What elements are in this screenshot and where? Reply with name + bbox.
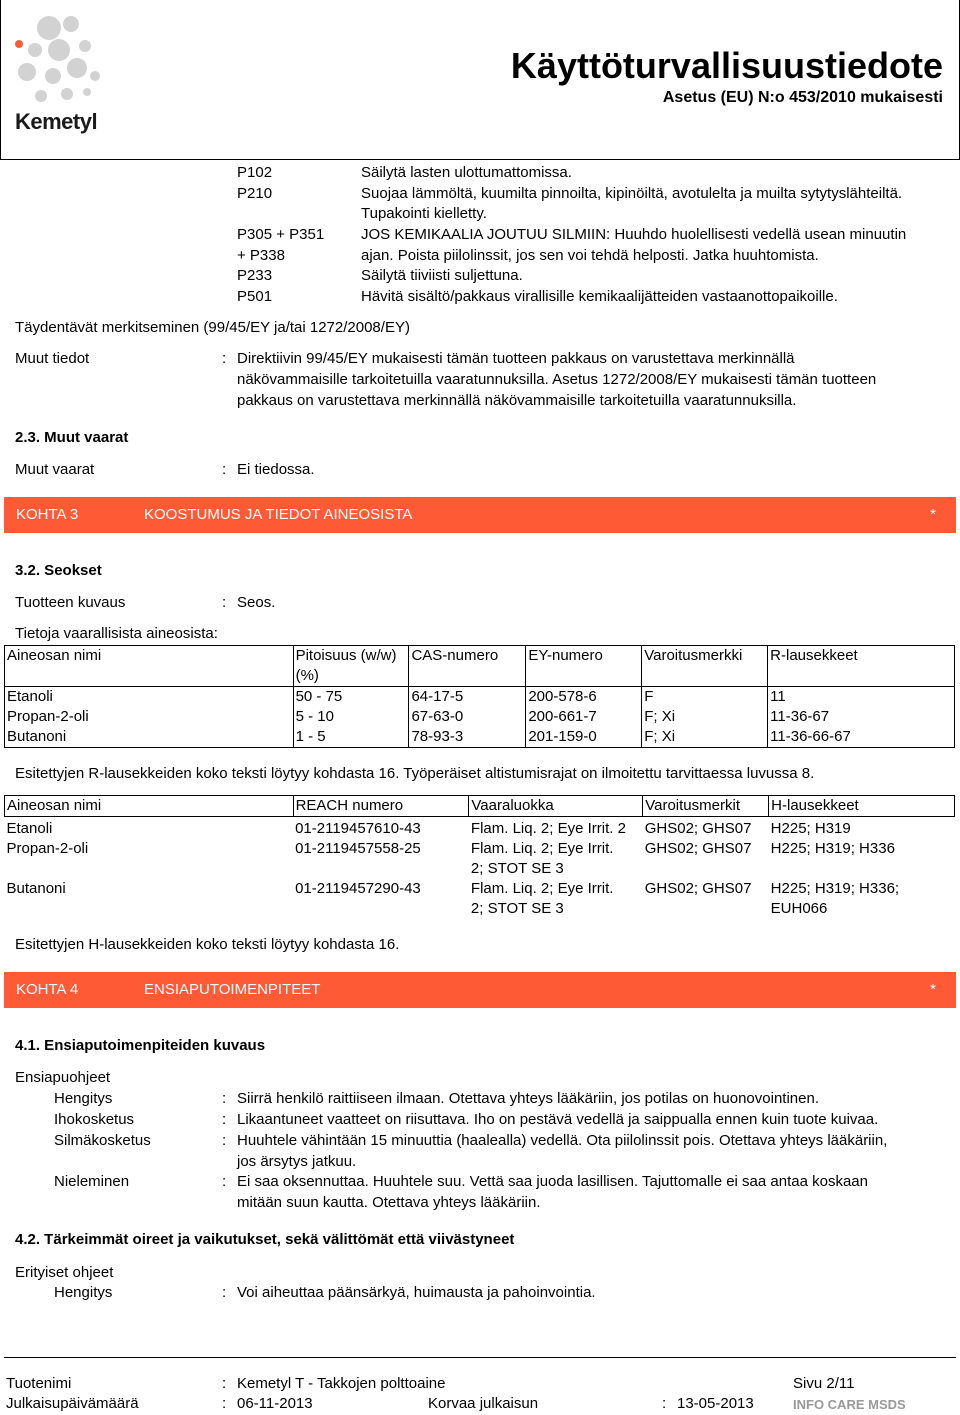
table-cell: Etanoli bbox=[6, 819, 53, 837]
special-item-label: Hengitys bbox=[54, 1284, 113, 1301]
first-aid-item-text: Siirrä henkilö raittiiseen ilmaan. Otettava yhteys lääkäriin, jos potilas on huonovointinen. bbox=[237, 1090, 819, 1107]
table-row bbox=[5, 859, 955, 879]
footer-divider bbox=[4, 1357, 956, 1358]
table-cell: 5 - 10 bbox=[293, 707, 409, 727]
precaution-text: ajan. Poista piilolinssit, jos sen voi tehdä helposti. Jatka huuhtomista. bbox=[361, 247, 819, 264]
table-row bbox=[5, 879, 955, 899]
section-4-1-heading: 4.1. Ensiaputoimenpiteiden kuvaus bbox=[15, 1037, 266, 1054]
first-aid-item-text: Likaantuneet vaatteet on riisuttava. Iho on pestävä vedellä ja saippualla ennen kuin tuote kuivaa. bbox=[237, 1111, 879, 1128]
colon: : bbox=[222, 1375, 227, 1392]
table-cell bbox=[293, 899, 469, 919]
hazard-info-heading: Tietoja vaarallisista aineosista: bbox=[15, 625, 218, 642]
precaution-code: P501 bbox=[237, 288, 273, 305]
colon: : bbox=[222, 350, 227, 367]
table-cell: 1 - 5 bbox=[293, 727, 409, 748]
first-aid-item-label: Silmäkosketus bbox=[54, 1132, 151, 1149]
table-cell: GHS02; GHS07 bbox=[644, 879, 752, 897]
precaution-code: P305 + P351 bbox=[237, 226, 325, 243]
reach-table bbox=[4, 795, 955, 919]
table-cell: Etanoli bbox=[5, 687, 294, 708]
muut-tiedot-label: Muut tiedot bbox=[15, 350, 90, 367]
precaution-code: + P338 bbox=[237, 247, 285, 264]
colon: : bbox=[222, 1284, 227, 1301]
table-cell: EUH066 bbox=[770, 899, 828, 917]
column-header: Aineosan nimi bbox=[5, 796, 294, 817]
document-title: Käyttöturvallisuustiedote bbox=[510, 45, 943, 86]
footer-brand: INFO CARE MSDS bbox=[793, 1397, 906, 1412]
column-header: Vaaraluokka bbox=[469, 796, 643, 817]
table-cell: 2; STOT SE 3 bbox=[470, 899, 564, 917]
precaution-text: Säilytä lasten ulottumattomissa. bbox=[361, 164, 572, 181]
first-aid-item-label: Nieleminen bbox=[54, 1173, 130, 1190]
precaution-text: Hävitä sisältö/pakkaus virallisille kemikaalijätteiden vastaanottopaikoille. bbox=[361, 288, 838, 305]
table-cell: 11-36-66-67 bbox=[768, 727, 955, 748]
first-aid-label: Ensiapuohjeet bbox=[15, 1069, 111, 1086]
table-row bbox=[5, 687, 955, 708]
table-cell: Flam. Liq. 2; Eye Irrit. bbox=[470, 879, 614, 897]
logo-text: Kemetyl bbox=[15, 109, 98, 134]
table-cell: Butanoni bbox=[5, 727, 294, 748]
column-header: R-lausekkeet bbox=[768, 646, 955, 687]
section-3-bar bbox=[4, 497, 956, 533]
footer-revision-value: 13-05-2013 bbox=[677, 1395, 754, 1412]
first-aid-item-text: mitään suun kautta. Otettava yhteys lääkäriin. bbox=[237, 1194, 541, 1211]
section-3-2-heading: 3.2. Seokset bbox=[15, 562, 102, 579]
footer-revision-label: Korvaa julkaisun bbox=[428, 1395, 539, 1412]
section-title: KOOSTUMUS JA TIEDOT AINEOSISTA bbox=[144, 506, 413, 523]
r-phrases-note: Esitettyjen R-lausekkeiden koko teksti löytyy kohdasta 16. Työperäiset altistumisrajat on ilmoitettu tarvittaessa luvussa 8. bbox=[15, 765, 815, 782]
table-cell: GHS02; GHS07 bbox=[644, 819, 752, 837]
footer-page: Sivu 2/11 bbox=[793, 1375, 855, 1392]
table-cell: 01-2119457610-43 bbox=[295, 819, 421, 837]
table-cell: F; Xi bbox=[642, 707, 768, 727]
column-header: Aineosan nimi bbox=[5, 646, 294, 687]
table-cell: H225; H319; H336 bbox=[770, 839, 895, 857]
column-header: CAS-numero bbox=[409, 646, 526, 687]
table-header-row bbox=[5, 796, 955, 817]
table-cell: 01-2119457290-43 bbox=[295, 879, 421, 897]
special-instructions-label: Erityiset ohjeet bbox=[15, 1264, 114, 1281]
product-desc-value: Seos. bbox=[237, 594, 276, 611]
table-cell bbox=[5, 859, 294, 879]
column-header: Varoitusmerkit bbox=[643, 796, 769, 817]
footer-date-value: 06-11-2013 bbox=[237, 1395, 313, 1412]
table-cell: 11 bbox=[768, 687, 955, 708]
table-row bbox=[5, 819, 955, 839]
table-cell: 201-159-0 bbox=[526, 727, 642, 748]
colon: : bbox=[222, 1090, 227, 1107]
colon: : bbox=[222, 1111, 227, 1128]
footer-product-value: Kemetyl T - Takkojen polttoaine bbox=[237, 1375, 446, 1392]
precaution-text: Suojaa lämmöltä, kuumilta pinnoilta, kipinöiltä, avotulelta ja muilta sytytyslähteiltä. bbox=[361, 185, 903, 202]
table-cell: 2; STOT SE 3 bbox=[470, 859, 564, 877]
table-row bbox=[5, 839, 955, 859]
table-cell: 01-2119457558-25 bbox=[295, 839, 421, 857]
table-cell bbox=[5, 899, 294, 919]
table-cell: Flam. Liq. 2; Eye Irrit. 2 bbox=[470, 819, 626, 837]
colon: : bbox=[222, 461, 227, 478]
table-cell: H225; H319 bbox=[770, 819, 851, 837]
first-aid-item-text: Huuhtele vähintään 15 minuuttia (haalealla) vedellä. Ota piilolinssit pois. Otettava yhteys lääkäriin, bbox=[237, 1132, 888, 1149]
first-aid-item-text: jos ärsytys jatkuu. bbox=[237, 1153, 357, 1170]
document-subtitle: Asetus (EU) N:o 453/2010 mukaisesti bbox=[662, 89, 943, 106]
colon: : bbox=[662, 1395, 667, 1412]
table-cell bbox=[643, 899, 769, 919]
supplementary-heading: Täydentävät merkitseminen (99/45/EY ja/tai 1272/2008/EY) bbox=[15, 319, 410, 336]
section-number: KOHTA 4 bbox=[16, 981, 79, 998]
first-aid-item-label: Hengitys bbox=[54, 1090, 113, 1107]
table-cell: Flam. Liq. 2; Eye Irrit. bbox=[470, 839, 614, 857]
section-2-3-heading: 2.3. Muut vaarat bbox=[15, 429, 129, 446]
table-cell: 200-578-6 bbox=[526, 687, 642, 708]
table-cell: Propan-2-oli bbox=[6, 839, 89, 857]
table-header-row bbox=[5, 646, 955, 687]
table-cell: F bbox=[642, 687, 768, 708]
revision-star: * bbox=[930, 506, 936, 523]
precaution-text: Säilytä tiiviisti suljettuna. bbox=[361, 267, 523, 284]
precaution-code: P233 bbox=[237, 267, 273, 284]
revision-star: * bbox=[930, 981, 936, 998]
table-cell: 50 - 75 bbox=[293, 687, 409, 708]
table-cell: 78-93-3 bbox=[409, 727, 526, 748]
table-cell bbox=[643, 859, 769, 879]
colon: : bbox=[222, 1395, 227, 1412]
table-cell: Butanoni bbox=[6, 879, 66, 897]
column-header: Pitoisuus (w/w) (%) bbox=[293, 646, 409, 687]
section-title: ENSIAPUTOIMENPITEET bbox=[144, 981, 321, 998]
section-4-bar bbox=[4, 972, 956, 1008]
components-table bbox=[4, 645, 955, 748]
table-row bbox=[5, 707, 955, 727]
product-desc-label: Tuotteen kuvaus bbox=[15, 594, 126, 611]
table-row bbox=[5, 899, 955, 919]
precaution-code: P102 bbox=[237, 164, 273, 181]
table-cell bbox=[293, 859, 469, 879]
colon: : bbox=[222, 594, 227, 611]
table-cell bbox=[769, 859, 955, 879]
table-cell: 67-63-0 bbox=[409, 707, 526, 727]
muut-tiedot-line: pakkaus on varustettava merkinnällä näkövammaisille tarkoitetuilla vaaratunnuksilla. bbox=[237, 392, 797, 409]
muut-vaarat-label: Muut vaarat bbox=[15, 461, 95, 478]
colon: : bbox=[222, 1132, 227, 1149]
section-4-2-heading: 4.2. Tärkeimmät oireet ja vaikutukset, sekä välittömät että viivästyneet bbox=[15, 1231, 515, 1248]
footer-date-label: Julkaisupäivämäärä bbox=[6, 1395, 139, 1412]
table-cell: F; Xi bbox=[642, 727, 768, 748]
table-row bbox=[5, 727, 955, 748]
precaution-code: P210 bbox=[237, 185, 273, 202]
colon: : bbox=[222, 1173, 227, 1190]
table-cell: 64-17-5 bbox=[409, 687, 526, 708]
table-cell: H225; H319; H336; bbox=[770, 879, 900, 897]
table-cell: 200-661-7 bbox=[526, 707, 642, 727]
table-cell: Propan-2-oli bbox=[5, 707, 294, 727]
table-cell: GHS02; GHS07 bbox=[644, 839, 752, 857]
precaution-text: JOS KEMIKAALIA JOUTUU SILMIIN: Huuhdo huolellisesti vedellä usean minuutin bbox=[361, 226, 907, 243]
column-header: H-lausekkeet bbox=[769, 796, 955, 817]
precaution-text: Tupakointi kielletty. bbox=[361, 205, 487, 222]
first-aid-item-label: Ihokosketus bbox=[54, 1111, 135, 1128]
footer-product-label: Tuotenimi bbox=[6, 1375, 72, 1392]
section-number: KOHTA 3 bbox=[16, 506, 79, 523]
muut-tiedot-line: näkövammaisille tarkoitetuilla vaaratunnuksilla. Asetus 1272/2008/EY mukaisesti tämän tuotteen bbox=[237, 371, 877, 388]
first-aid-item-text: Ei saa oksennuttaa. Huuhtele suu. Vettä saa juoda lasillisen. Tajuttomalle ei saa antaa koskaan bbox=[237, 1173, 868, 1190]
muut-tiedot-line: Direktiivin 99/45/EY mukaisesti tämän tuotteen pakkaus on varustettava merkinnällä bbox=[237, 350, 795, 367]
column-header: REACH numero bbox=[293, 796, 469, 817]
column-header: EY-numero bbox=[526, 646, 642, 687]
table-cell: 11-36-67 bbox=[768, 707, 955, 727]
column-header: Varoitusmerkki bbox=[642, 646, 768, 687]
special-item-value: Voi aiheuttaa päänsärkyä, huimausta ja pahoinvointia. bbox=[237, 1284, 596, 1301]
h-phrases-note: Esitettyjen H-lausekkeiden koko teksti löytyy kohdasta 16. bbox=[15, 936, 400, 953]
muut-vaarat-value: Ei tiedossa. bbox=[237, 461, 315, 478]
page-header bbox=[0, 0, 960, 160]
